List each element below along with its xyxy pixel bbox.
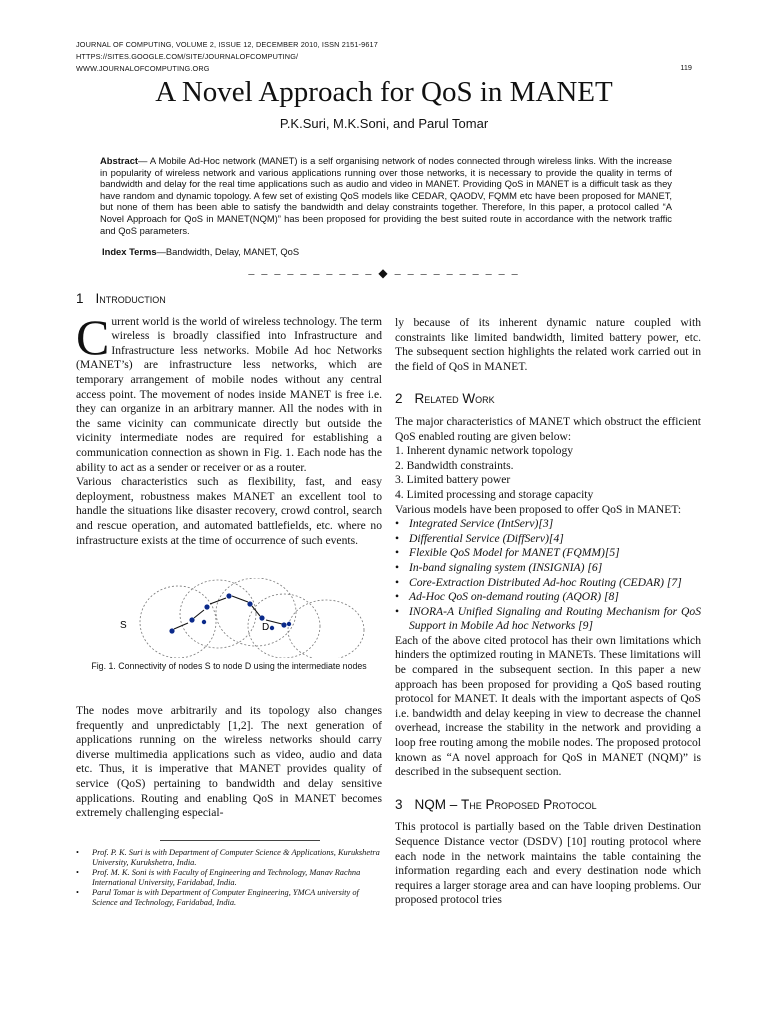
intro-paragraph-4: ly because of its inherent dynamic nature coupled with constraints like limited bandwidth, limited battery power, etc. The subsequent section highlights the related work carried out in the field of QoS in MANET. [395,316,701,373]
characteristic-item: 1. Inherent dynamic network topology [395,444,574,458]
left-column-bottom [76,704,382,821]
route-arrow [210,598,226,604]
figure-1 [76,578,382,658]
model-item: • Differential Service (DiffServ)[4] [395,532,701,547]
related-work-intro: The major characteristics of MANET which obstruct the efficient QoS enabled routing are given below: [395,414,701,443]
dropcap: C [76,308,110,365]
section-3-title-prefix: NQM – [414,796,462,812]
footnote-item: • Parul Tomar is with Department of Computer Engineering, YMCA university of Science and Technology, Faridabad, India. [76,888,382,908]
label-d: D [262,622,270,633]
node-s [169,628,174,633]
route-arrow [194,610,204,618]
abstract [100,155,672,236]
range-circle [216,578,296,646]
figure-1-caption: Fig. 1. Connectivity of nodes S to node D using the intermediate nodes [91,661,367,671]
range-circles [140,578,364,658]
characteristic-item: 2. Bandwidth constraints. [395,458,514,472]
characteristic-item: 3. Limited battery power [395,473,511,487]
author-footnotes [76,848,382,908]
section-1-heading [76,292,382,307]
network-diagram [76,578,382,658]
footnote-item: • Prof. M. K. Soni is with Faculty of Engineering and Technology, Manav Rachna International University, Faridabad, India. [76,868,382,888]
page-number: 119 [680,63,692,72]
label-s: S [120,620,127,631]
left-column-top [76,292,382,548]
journal-header-line1: JOURNAL OF COMPUTING, VOLUME 2, ISSUE 12, DECEMBER 2010, ISSN 2151-9617 [76,40,378,49]
model-item: • Core-Extraction Distributed Ad-hoc Routing (CEDAR) [7] [395,576,701,591]
proposed-protocol-text: This protocol is partially based on the Table driven Destination Sequence Distance vector (DSDV) [10] routing protocol where each node in the network maintains the table containing the information regarding each and every destination node which requires a larger storage area and can have looping problems. Our proposed protocol tries [395,820,701,907]
section-3-number: 3 [395,796,403,812]
model-item: • INORA-A Unified Signaling and Routing Mechanism for QoS Support in Mobile Ad hoc Networks [9] [395,605,701,634]
model-item: • Ad-Hoc QoS on-demand routing (AQOR) [8] [395,590,701,605]
model-item: • In-band signaling system (INSIGNIA) [6] [395,561,701,576]
section-divider: – – – – – – – – – – ◆ – – – – – – – – – – [248,266,520,280]
paper-authors: P.K.Suri, M.K.Soni, and Parul Tomar [279,116,489,131]
range-circle [288,600,364,658]
section-1-title: Introduction [95,291,166,306]
paper-title: A Novel Approach for QoS in MANET [155,76,613,108]
abstract-dash: — [138,155,150,166]
nodes [169,593,291,633]
model-item: • Integrated Service (IntServ)[3] [395,517,701,532]
section-2-title: Related Work [414,391,495,407]
models-intro: Various models have been proposed to offer QoS in MANET: [395,502,682,516]
route-arrow [232,596,248,602]
range-circle [180,580,256,648]
section-3-title: The Proposed Protocol [461,796,597,812]
footnote-rule [160,840,320,841]
section-2-heading [395,392,701,407]
section-2-number: 2 [395,391,403,407]
intro-paragraph-3: The nodes move arbitrarily and its topology also changes frequently and unpredictably [1,2]. The next generation of applications running on the wireless networks should carry diverse multimedia applications such as video, audio and data etc. Thus, it is imperative that MANET provides quality of service (QoS) pertaining to bandwidth and delay sensitive applications. Routing and enabling QoS in MANET becomes extremely challenging especial- [76,704,382,820]
node [226,593,231,598]
abstract-text: A Mobile Ad-Hoc network (MANET) is a self organising network of nodes connected through wireless links. With the increase in popularity of wireless network and various applications running over those networks, it is necessary to provide the quality in terms of bandwidth and delay for the real time applications such as audio and video in MANET. Providing QoS in MANET is a difficult task as they have random and dynamic topology. A few set of existing QoS models like CEDAR, QAODV, FQMM etc have been proposed for MANET, but none of them has been able to satisfy the bandwidth and delay constraints together. Therefore, In this paper, a protocol called “A Novel Approach for QoS in MANET(NQM)” has been proposed for providing the best suited route in accordance with the network traffic and QoS parameters. [100,155,672,236]
intro-paragraph-2: Various characteristics such as flexibility, fast, and easy deployment, robustness makes MANET an excellent tool to handle the situations like disaster recovery, crowd control, search and rescue operation, and automated battlefields, etc. where no infrastructure exists at the time of occurrence of such events. [76,475,382,547]
index-terms-label: Index Terms [102,246,157,257]
journal-header-line2: HTTPS://SITES.GOOGLE.COM/SITE/JOURNALOFCOMPUTING/ [76,52,299,61]
node-d [281,622,286,627]
section-1-number: 1 [76,291,84,306]
node [259,615,264,620]
index-terms-text: —Bandwidth, Delay, MANET, QoS [156,246,300,257]
node [247,601,252,606]
node [189,617,194,622]
models-list [395,517,701,634]
abstract-label: Abstract [100,155,139,166]
characteristics-list [395,444,701,502]
route-arrow [174,623,188,629]
right-column [395,316,701,908]
journal-header-line3: WWW.JOURNALOFCOMPUTING.ORG [76,64,210,73]
node [202,620,206,624]
model-item: • Flexible QoS Model for MANET (FQMM)[5] [395,546,701,561]
related-work-closing: Each of the above cited protocol has their own limitations which hinders the optimized routing in MANETs. These limitations will be compared in the subsequent section. In this paper a new approach has been proposed for providing a QoS based routing protocol for MANET. It deals with the important aspects of QoS i.e. bandwidth and delay keeping in view to decrease the channel overhead, increase the stability in the network and providing a loop free routing among the mobile nodes. The proposed protocol known as “A novel approach for QoS in MANET (NQM)” is described in the subsequent section. [395,633,701,779]
section-3-heading [395,798,701,813]
footnote-item: • Prof. P. K. Suri is with Department of Computer Science & Applications, Kurukshetra University, Kurukshetra, India. [76,848,382,868]
characteristic-item: 4. Limited processing and storage capacity [395,487,594,501]
node [270,626,274,630]
index-terms [102,246,299,257]
node [204,604,209,609]
intro-paragraph-1 [76,308,382,476]
node [287,622,291,626]
intro-paragraph-1-text: urrent world is the world of wireless technology. The term wireless is broadly classified into Infrastructure and Infrastructure less networks. Mobile Ad hoc Networks (MANET’s) are infrastructure less networks, which are temporary arrangement of mobile nodes without any central access point. The movement of nodes inside MANET is free i.e. they can organize in an arbitrary manner. All the nodes with in the same vicinity can communicate directly but outside the vicinity intermediate nodes are required for establishing a communication connection as shown in Fig. 1. Each node has the ability to act as a sender or receiver or as a router. [76,314,382,474]
